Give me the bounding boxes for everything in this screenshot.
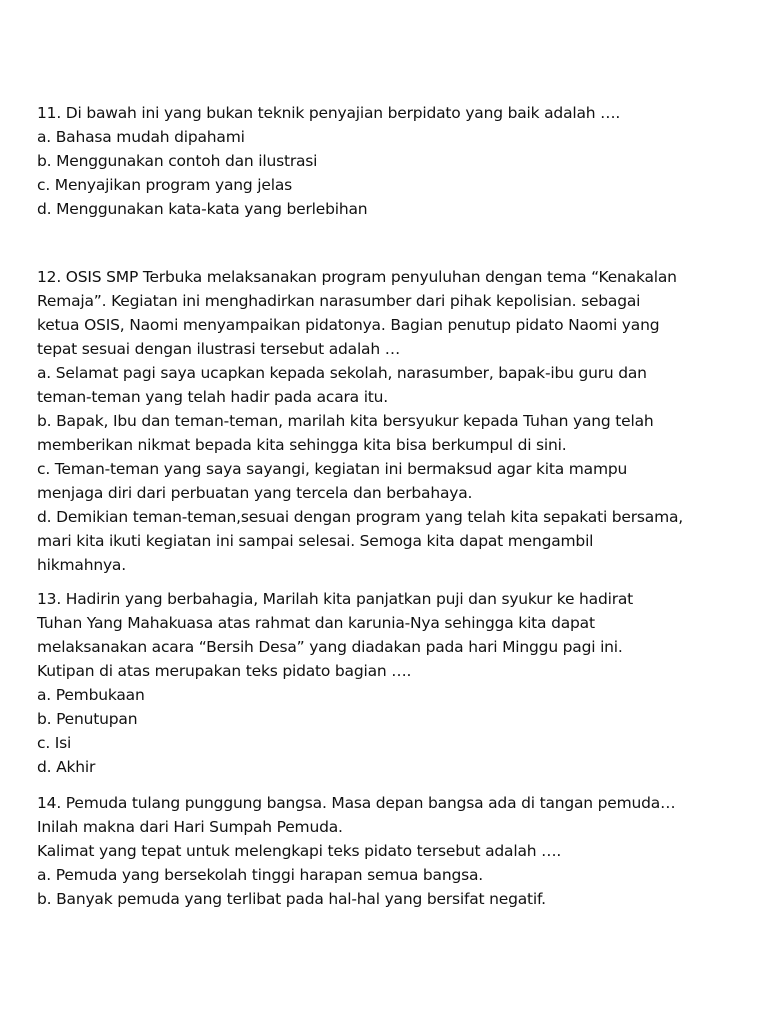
question-13-stem-line: Kutipan di atas merupakan teks pidato bagian …. bbox=[37, 662, 412, 680]
question-12-option-d: d. Demikian teman-teman,sesuai dengan program yang telah kita sepakati bersama, bbox=[37, 508, 684, 526]
question-14-stem-line: 14. Pemuda tulang punggung bangsa. Masa depan bangsa ada di tangan pemuda… bbox=[37, 794, 676, 812]
question-12-stem-line: ketua OSIS, Naomi menyampaikan pidatonya. Bagian penutup pidato Naomi yang bbox=[37, 316, 660, 334]
question-14-stem-line: Inilah makna dari Hari Sumpah Pemuda. bbox=[37, 818, 343, 836]
question-13-stem-line: 13. Hadirin yang berbahagia, Marilah kita panjatkan puji dan syukur ke hadirat bbox=[37, 590, 634, 608]
question-11-stem: 11. Di bawah ini yang bukan teknik penyajian berpidato yang baik adalah …. bbox=[37, 104, 621, 122]
question-13-option-b: b. Penutupan bbox=[37, 710, 138, 728]
question-12-stem-line: tepat sesuai dengan ilustrasi tersebut adalah … bbox=[37, 340, 401, 358]
question-12-option-c: c. Teman-teman yang saya sayangi, kegiatan ini bermaksud agar kita mampu bbox=[37, 460, 628, 478]
question-12-option-b: b. Bapak, Ibu dan teman-teman, marilah kita bersyukur kepada Tuhan yang telah bbox=[37, 412, 654, 430]
question-12-option-b-cont: memberikan nikmat bepada kita sehingga kita bisa berkumpul di sini. bbox=[37, 436, 567, 454]
question-12-option-c-cont: menjaga diri dari perbuatan yang tercela dan berbahaya. bbox=[37, 484, 473, 502]
question-11-option-d: d. Menggunakan kata-kata yang berlebihan bbox=[37, 200, 368, 218]
question-11-option-a: a. Bahasa mudah dipahami bbox=[37, 128, 245, 146]
question-11-option-b: b. Menggunakan contoh dan ilustrasi bbox=[37, 152, 318, 170]
question-13-stem-line: Tuhan Yang Mahakuasa atas rahmat dan karunia-Nya sehingga kita dapat bbox=[37, 614, 595, 632]
question-12-option-a-cont: teman-teman yang telah hadir pada acara itu. bbox=[37, 388, 389, 406]
question-14 bbox=[37, 791, 737, 911]
question-13-option-d: d. Akhir bbox=[37, 758, 96, 776]
question-14-stem-line: Kalimat yang tepat untuk melengkapi teks pidato tersebut adalah …. bbox=[37, 842, 562, 860]
question-11-option-c: c. Menyajikan program yang jelas bbox=[37, 176, 293, 194]
question-13 bbox=[37, 587, 737, 779]
question-12-option-d-cont: hikmahnya. bbox=[37, 556, 126, 574]
question-13-option-a: a. Pembukaan bbox=[37, 686, 145, 704]
question-12-option-a: a. Selamat pagi saya ucapkan kepada sekolah, narasumber, bapak-ibu guru dan bbox=[37, 364, 647, 382]
question-13-option-c: c. Isi bbox=[37, 734, 72, 752]
question-12-stem-line: 12. OSIS SMP Terbuka melaksanakan program penyuluhan dengan tema “Kenakalan bbox=[37, 268, 677, 286]
question-13-stem-line: melaksanakan acara “Bersih Desa” yang diadakan pada hari Minggu pagi ini. bbox=[37, 638, 623, 656]
question-11 bbox=[37, 101, 737, 221]
question-14-option-b: b. Banyak pemuda yang terlibat pada hal-hal yang bersifat negatif. bbox=[37, 890, 546, 908]
question-12-stem-line: Remaja”. Kegiatan ini menghadirkan narasumber dari pihak kepolisian. sebagai bbox=[37, 292, 641, 310]
question-12-option-d-cont: mari kita ikuti kegiatan ini sampai selesai. Semoga kita dapat mengambil bbox=[37, 532, 594, 550]
question-14-option-a: a. Pemuda yang bersekolah tinggi harapan semua bangsa. bbox=[37, 866, 484, 884]
question-12 bbox=[37, 265, 737, 577]
